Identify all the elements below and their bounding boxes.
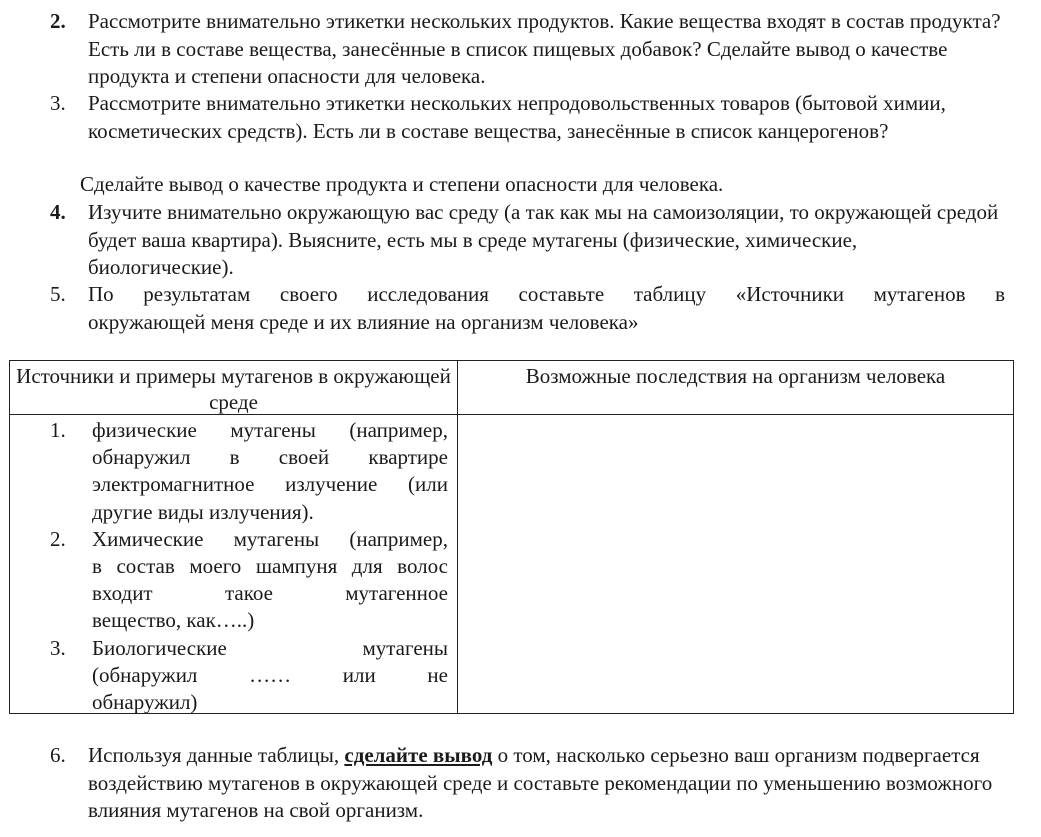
table-list-item [50, 635, 448, 717]
task-item-2 [50, 8, 1005, 91]
table-header-sources: Источники и примеры мутагенов в окружающей среде [16, 364, 451, 414]
table-list-item [50, 526, 448, 635]
table-list-item [50, 417, 448, 526]
list-item-line: обнаружил в своей квартире [92, 445, 448, 470]
task-number: 6. [50, 743, 66, 767]
task-text-part: Используя данные таблицы, [88, 743, 345, 767]
list-item-line: Химические мутагены (например, [92, 526, 448, 551]
table-header-consequences: Возможные последствия на организм человека [525, 364, 946, 388]
task-number: 5. [50, 282, 66, 306]
task-item-6 [50, 742, 1005, 825]
list-item-number: 3. [50, 635, 66, 660]
list-item-line: электромагнитное излучение (или [92, 472, 448, 497]
list-item-line: (обнаружил …… или не [92, 662, 448, 687]
task-text [88, 742, 1005, 825]
task-item-5 [50, 281, 1005, 336]
task-text: Изучите внимательно окружающую вас среду (а так как мы на самоизоляции, то окружающей средой будет ваша квартира). Выясните, есть мы в среде мутагены (физические, химические, биологические). [88, 200, 999, 279]
list-item-line: другие виды излучения). [92, 499, 314, 524]
task-number: 2. [50, 9, 66, 33]
task-text: Рассмотрите внимательно этикетки нескольких продуктов. Какие вещества входят в состав продукта? Есть ли в составе вещества, занесённые в список пищевых добавок? Сделайте вывод о качестве продукта и степени опасности для человека. [88, 9, 1001, 88]
task-text-line: По результатам своего исследования составьте таблицу «Источники мутагенов в [88, 282, 1005, 306]
list-item-number: 2. [50, 526, 66, 551]
task-item-3 [50, 90, 1005, 145]
task-text-line: окружающей меня среде и их влияние на организм человека» [88, 309, 639, 334]
task-conclusion: Сделайте вывод о качестве продукта и степени опасности для человека. [80, 172, 724, 196]
list-item-line: физические мутагены (например, [92, 418, 448, 442]
task-text-part: о том, насколько серьезно ваш организм подвергается воздействию мутагенов в окружающей среде и составьте рекомендации по уменьшению возможного влияния мутагенов на свой организм. [88, 743, 993, 822]
list-item-line: обнаружил) [92, 690, 198, 715]
mutagen-table [9, 360, 1014, 714]
task-number: 3. [50, 91, 66, 115]
task-number: 4. [50, 200, 66, 224]
task-text-emphasis: сделайте вывод [344, 743, 493, 767]
list-item-number: 1. [50, 418, 66, 442]
list-item-line: Биологические мутагены [92, 635, 448, 660]
task-item-4 [50, 199, 1005, 282]
table-sources-cell [50, 417, 448, 716]
task-text: Рассмотрите внимательно этикетки нескольких непродовольственных товаров (бытовой химии, косметических средств). Есть ли в составе вещества, занесённые в список канцерогенов? [88, 91, 946, 143]
list-item-line: входит такое мутагенное [92, 581, 448, 606]
list-item-line: вещество, как…..) [92, 608, 255, 633]
list-item-line: в состав моего шампуня для волос [92, 554, 448, 579]
